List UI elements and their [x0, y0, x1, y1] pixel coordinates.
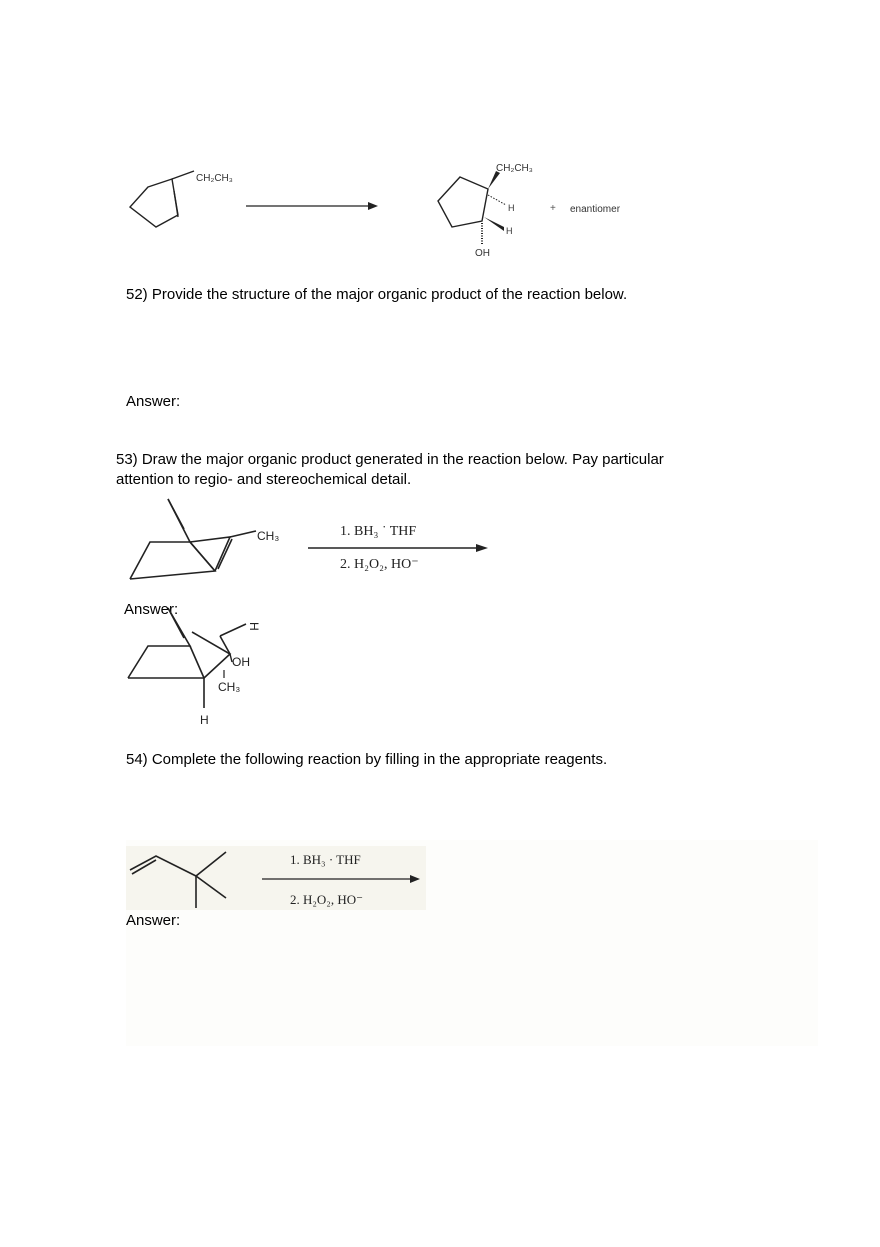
methyl-label: CH₃	[257, 529, 280, 543]
answer-h-bottom: H	[200, 713, 209, 727]
question-53-line2: attention to regio- and stereochemical detail.	[116, 471, 412, 488]
question-54: 54) Complete the following reaction by filling in the appropriate reagents.	[126, 751, 608, 768]
reaction-53-image	[120, 497, 490, 585]
answer-label-52: Answer:	[126, 393, 181, 410]
h-label-2: H	[506, 226, 513, 236]
product-ethyl-label: CH₂CH₃	[496, 163, 533, 174]
answer-label-54: Answer:	[126, 912, 181, 929]
alkene-chain	[130, 852, 226, 876]
reagent-53-1: 1. BH₃ ˙ THF	[340, 524, 417, 539]
h-label-1: H	[508, 203, 515, 213]
reaction-54-image	[126, 846, 426, 910]
norbornene-frame	[130, 499, 215, 579]
oh-label: OH	[475, 248, 490, 259]
arrow-head	[368, 202, 378, 210]
answer-53-image	[120, 604, 270, 728]
enantiomer-label: enantiomer	[570, 204, 621, 215]
cyclopentene-ring	[130, 179, 178, 227]
answer-label-53: Answer:	[124, 601, 179, 618]
answer-oh: OH	[232, 655, 250, 669]
plus-sign: +	[550, 203, 556, 214]
question-52: 52) Provide the structure of the major organic product of the reaction below.	[126, 286, 628, 303]
reagent-54-1: 1. BH₃ · THF	[290, 852, 361, 867]
question-53-line1: 53) Draw the major organic product generated in the reaction below. Pay particular	[116, 451, 664, 468]
answer-h-top: H	[247, 622, 261, 631]
ethyl-label: CH₂CH₃	[196, 173, 233, 184]
ethyl-bond	[172, 171, 194, 179]
reaction-51-image	[120, 155, 640, 265]
product-ring	[438, 177, 488, 227]
double-bond	[174, 191, 178, 217]
reagent-53-2: 2. H₂O₂, HO⁻	[340, 557, 419, 572]
answer-ch3: CH₃	[218, 680, 241, 694]
reagent-54-2: 2. H₂O₂, HO⁻	[290, 892, 363, 907]
